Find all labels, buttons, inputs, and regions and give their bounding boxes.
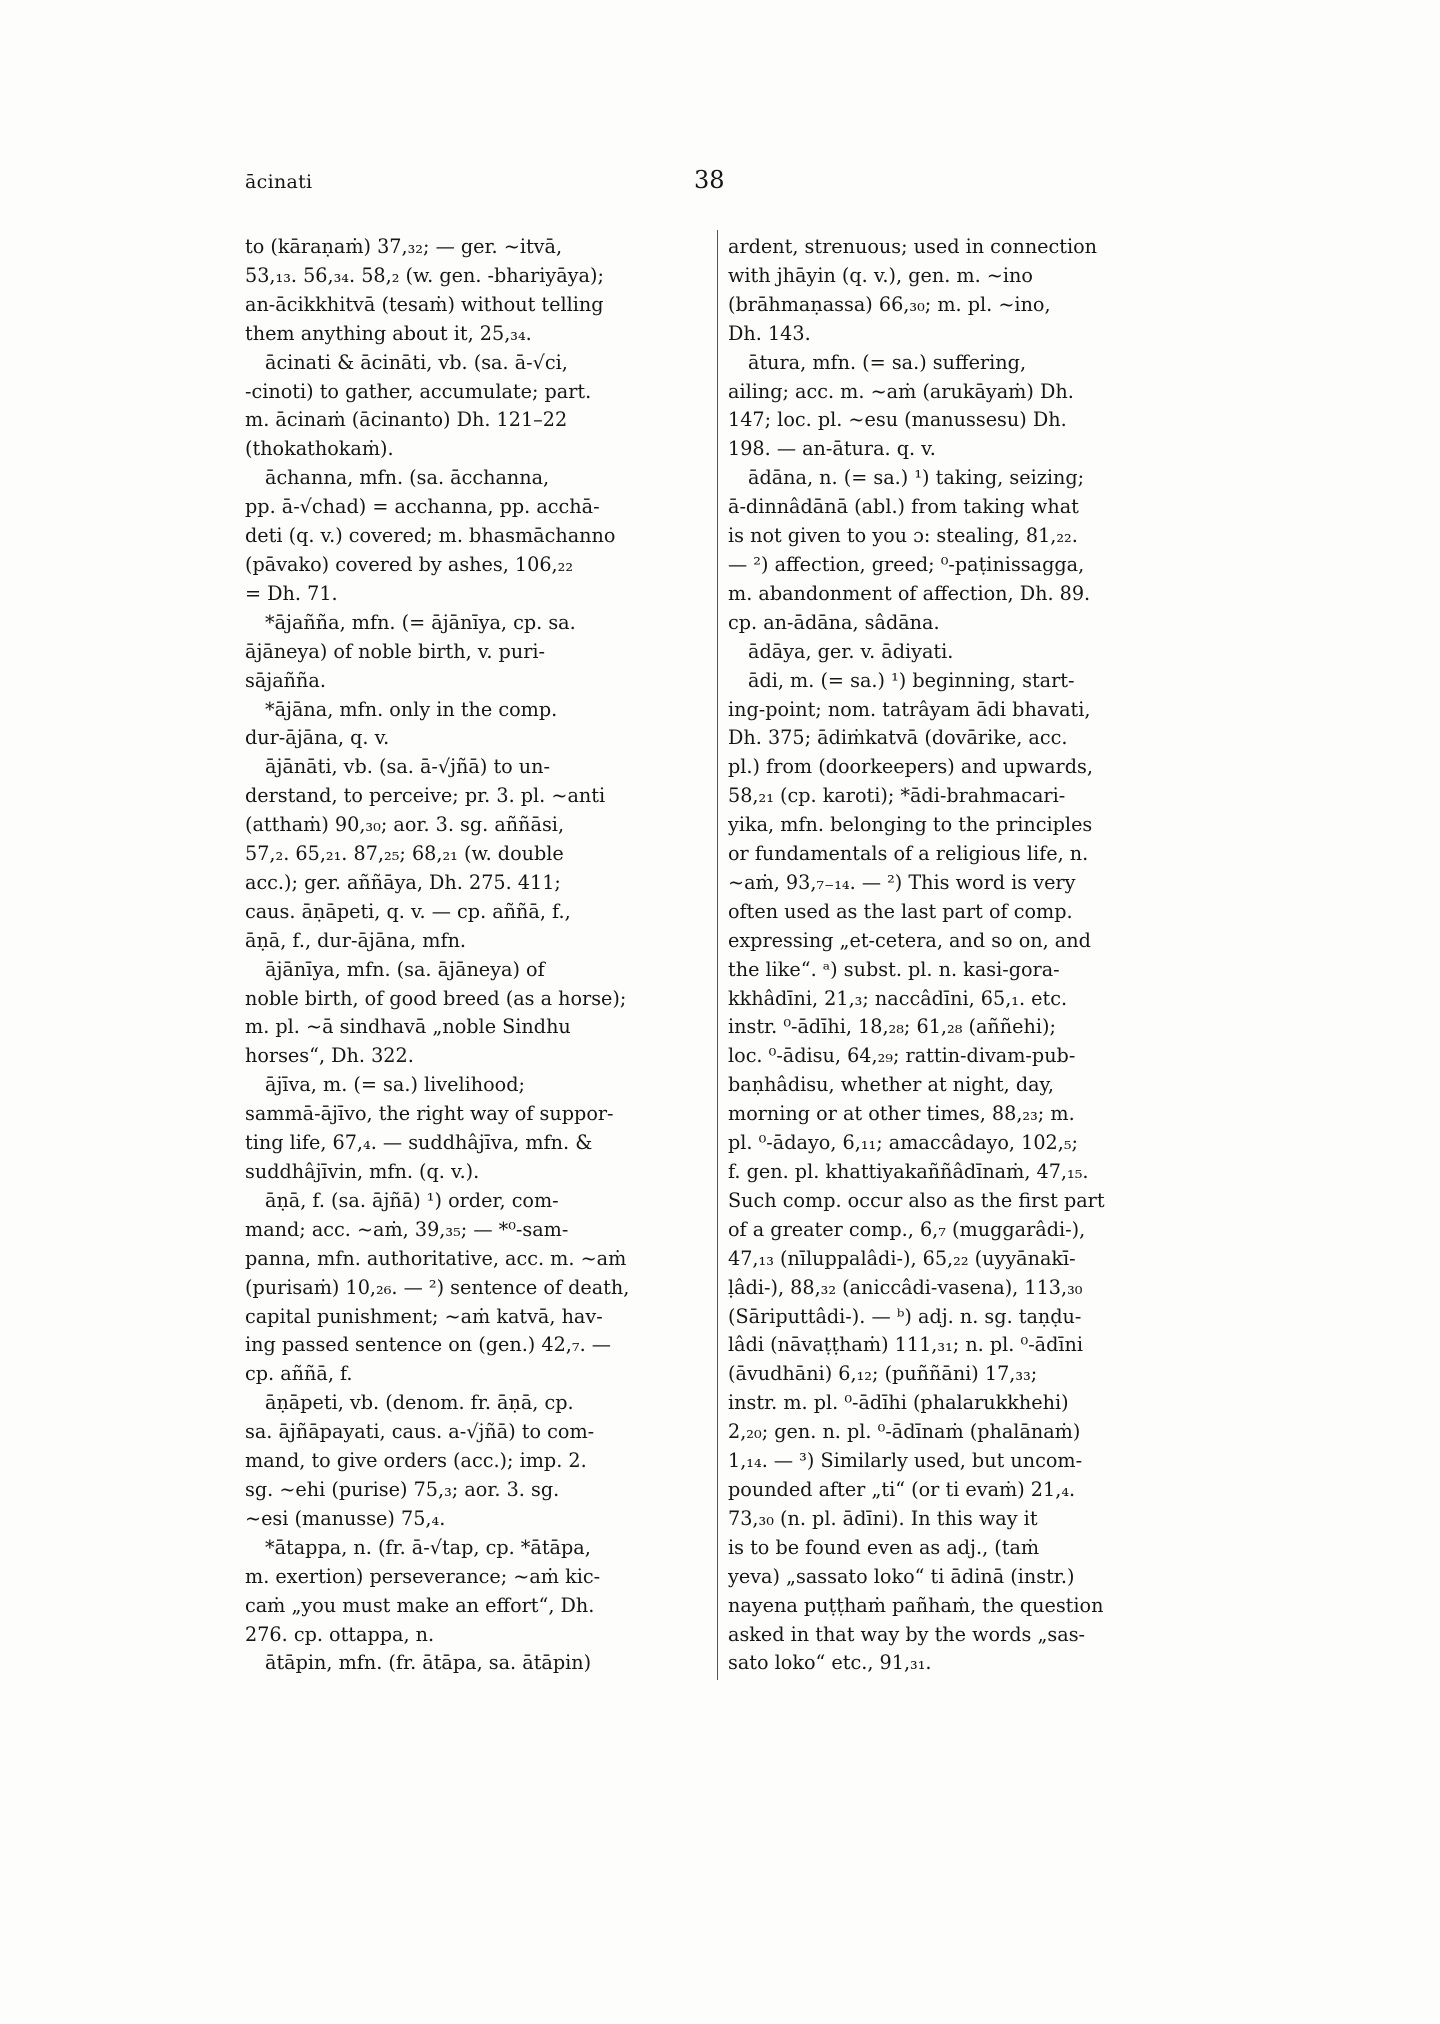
text-line: sammā-ājīvo, the right way of suppor- [245,1102,614,1126]
column-divider [717,230,718,1680]
running-head: ācinati [245,171,313,193]
text-line: m. exertion) perseverance; ~aṁ kic- [245,1564,601,1588]
text-line: m. abandonment of affection, Dh. 89. [728,581,1091,605]
text-line: instr. ⁰-ādīhi, 18,₂₈; 61,₂₈ (aññehi); [728,1015,1056,1039]
text-line: (āvudhāni) 6,₁₂; (puññāni) 17,₃₃; [728,1362,1038,1386]
text-line: to (kāraṇaṁ) 37,₃₂; — ger. ~itvā, [245,235,563,258]
entry-line: ājīva, m. (= sa.) livelihood; [265,1073,525,1097]
text-line: ājāneya) of noble birth, v. puri- [245,639,545,663]
text-line: pl.) from (doorkeepers) and upwards, [728,755,1093,779]
text-line: ing passed sentence on (gen.) 42,₇. — [245,1333,611,1357]
entry-line: ājānāti, vb. (sa. ā-√jñā) to un- [265,755,551,779]
text-line: them anything about it, 25,₃₄. [245,321,532,345]
entry-line: āchanna, mfn. (sa. ācchanna, [265,466,550,490]
entry-line: āṇāpeti, vb. (denom. fr. āṇā, cp. [265,1391,574,1415]
text-line: caṁ „you must make an effort“, Dh. [245,1593,595,1617]
text-line: sājañña. [245,668,326,692]
text-line: 53,₁₃. 56,₃₄. 58,₂ (w. gen. -bhariyāya); [245,263,604,287]
text-line: an-ācikkhitvā (tesaṁ) without telling [245,292,604,316]
text-line: Dh. 143. [728,321,811,345]
text-line: (brāhmaṇassa) 66,₃₀; m. pl. ~ino, [728,292,1051,316]
text-line: is not given to you ɔ: stealing, 81,₂₂. [728,524,1078,548]
text-line: (purisaṁ) 10,₂₆. — ²) sentence of death, [245,1275,630,1299]
text-line: loc. ⁰-ādisu, 64,₂₉; rattin-divam-pub- [728,1044,1076,1068]
text-line: cp. aññā, f. [245,1362,353,1386]
entry-line: ātāpin, mfn. (fr. ātāpa, sa. ātāpin) [265,1651,592,1675]
entry-line: ādāya, ger. v. ādiyati. [748,639,954,663]
text-line: (thokathokaṁ). [245,437,394,461]
page-number: 38 [694,166,725,194]
text-line: noble birth, of good breed (as a horse); [245,986,627,1010]
text-line: yika, mfn. belonging to the principles [728,813,1093,837]
entry-line: ācinati & ācināti, vb. (sa. ā-√ci, [265,350,568,374]
entry-line: *ātappa, n. (fr. ā-√tap, cp. *ātāpa, [265,1535,591,1559]
text-line: dur-ājāna, q. v. [245,726,390,750]
text-line: ~aṁ, 93,₇₋₁₄. — ²) This word is very [728,870,1076,894]
text-line: the like“. ᵃ) subst. pl. n. kasi-gora- [728,957,1060,981]
text-line: lâdi (nāvaṭṭhaṁ) 111,₃₁; n. pl. ⁰-ādīni [728,1333,1084,1357]
text-line: derstand, to perceive; pr. 3. pl. ~anti [245,784,606,808]
text-line: mand, to give orders (acc.); imp. 2. [245,1449,587,1473]
entry-line: *ājāna, mfn. only in the comp. [265,697,558,721]
text-line: ting life, 67,₄. — suddhâjīva, mfn. & [245,1131,593,1155]
text-line: cp. an-ādāna, sâdāna. [728,610,940,634]
text-line: sa. ājñāpayati, caus. a-√jñā) to com- [245,1420,595,1444]
text-line: morning or at other times, 88,₂₃; m. [728,1102,1075,1126]
entry-line: ādāna, n. (= sa.) ¹) taking, seizing; [748,466,1085,490]
text-line: 198. — an-ātura. q. v. [728,437,936,461]
text-line: 73,₃₀ (n. pl. ādīni). In this way it [728,1506,1038,1530]
text-line: acc.); ger. aññāya, Dh. 275. 411; [245,870,561,894]
text-line: f. gen. pl. khattiyakaññâdīnaṁ, 47,₁₅. [728,1160,1089,1183]
text-line: ā-dinnâdānā (abl.) from taking what [728,495,1079,519]
text-line: nayena puṭṭhaṁ pañhaṁ, the question [728,1593,1104,1617]
text-line: m. ācinaṁ (ācinanto) Dh. 121–22 [245,408,568,432]
text-line: 2,₂₀; gen. n. pl. ⁰-ādīnaṁ (phalānaṁ) [728,1420,1081,1444]
text-line: expressing „et-cetera, and so on, and [728,928,1091,952]
text-line: ~esi (manusse) 75,₄. [245,1506,446,1530]
text-line: m. pl. ~ā sindhavā „noble Sindhu [245,1015,571,1039]
text-line: pp. ā-√chad) = acchanna, pp. acchā- [245,495,600,519]
text-line: instr. m. pl. ⁰-ādīhi (phalarukkhehi) [728,1391,1069,1415]
text-line: ardent, strenuous; used in connection [728,235,1098,258]
text-line: horses“, Dh. 322. [245,1044,414,1068]
text-line: kkhâdīni, 21,₃; naccâdīni, 65,₁. etc. [728,986,1068,1010]
text-line: capital punishment; ~aṁ katvā, hav- [245,1304,603,1328]
text-line: caus. āṇāpeti, q. v. — cp. aññā, f., [245,899,571,923]
text-line: pounded after „ti“ (or ti evaṁ) 21,₄. [728,1477,1076,1501]
text-line: often used as the last part of comp. [728,899,1073,923]
text-line: deti (q. v.) covered; m. bhasmāchanno [245,524,616,548]
text-line: (Sāriputtâdi-). — ᵇ) adj. n. sg. taṇḍu- [728,1304,1082,1328]
text-line: ailing; acc. m. ~aṁ (arukāyaṁ) Dh. [728,379,1074,403]
text-line: 57,₂. 65,₂₁. 87,₂₅; 68,₂₁ (w. double [245,842,564,866]
text-line: 1,₁₄. — ³) Similarly used, but uncom- [728,1449,1083,1473]
entry-line: ādi, m. (= sa.) ¹) beginning, start- [748,668,1075,692]
text-line: (atthaṁ) 90,₃₀; aor. 3. sg. aññāsi, [245,813,565,837]
text-line: of a greater comp., 6,₇ (muggarâdi-), [728,1217,1086,1241]
entry-line: ātura, mfn. (= sa.) suffering, [748,350,1027,374]
text-line: or fundamentals of a religious life, n. [728,842,1089,866]
text-line: 276. cp. ottappa, n. [245,1622,435,1646]
text-line: Such comp. occur also as the first part [728,1188,1105,1212]
text-line: baṇhâdisu, whether at night, day, [728,1073,1054,1097]
text-line: -cinoti) to gather, accumulate; part. [245,379,592,403]
text-line: 58,₂₁ (cp. karoti); *ādi-brahmacari- [728,784,1066,808]
text-line: with jhāyin (q. v.), gen. m. ~ino [728,263,1033,287]
text-line: 47,₁₃ (nīluppalâdi-), 65,₂₂ (uyyānakī- [728,1246,1076,1270]
left-column [245,233,708,1678]
text-line: sato loko“ etc., 91,₃₁. [728,1651,932,1675]
text-line: āṇā, f., dur-ājāna, mfn. [245,928,467,952]
text-line: = Dh. 71. [245,581,338,605]
text-line: asked in that way by the words „sas- [728,1622,1086,1646]
text-line: suddhâjīvin, mfn. (q. v.). [245,1160,480,1183]
entry-line: *ājañña, mfn. (= ājānīya, cp. sa. [265,610,576,634]
text-line: panna, mfn. authoritative, acc. m. ~aṁ [245,1246,627,1270]
text-line: — ²) affection, greed; ⁰-paṭinissagga, [728,552,1085,576]
entry-line: ājānīya, mfn. (sa. ājāneya) of [265,957,545,981]
text-line: (pāvako) covered by ashes, 106,₂₂ [245,552,574,576]
text-line: mand; acc. ~aṁ, 39,₃₅; — *⁰-sam- [245,1217,569,1241]
text-line: yeva) „sassato loko“ ti ādinā (instr.) [728,1564,1075,1588]
text-line: pl. ⁰-ādayo, 6,₁₁; amaccâdayo, 102,₅; [728,1131,1078,1155]
text-line: sg. ~ehi (purise) 75,₃; aor. 3. sg. [245,1477,560,1501]
entry-line: āṇā, f. (sa. ājñā) ¹) order, com- [265,1188,559,1212]
right-column [728,233,1186,1678]
text-line: 147; loc. pl. ~esu (manussesu) Dh. [728,408,1067,432]
text-line: ing-point; nom. tatrâyam ādi bhavati, [728,697,1091,721]
text-line: Dh. 375; ādiṁkatvā (dovārike, acc. [728,726,1068,750]
text-line: is to be found even as adj., (taṁ [728,1535,1040,1559]
text-line: ḷâdi-), 88,₃₂ (aniccâdi-vasena), 113,₃₀ [728,1275,1083,1299]
